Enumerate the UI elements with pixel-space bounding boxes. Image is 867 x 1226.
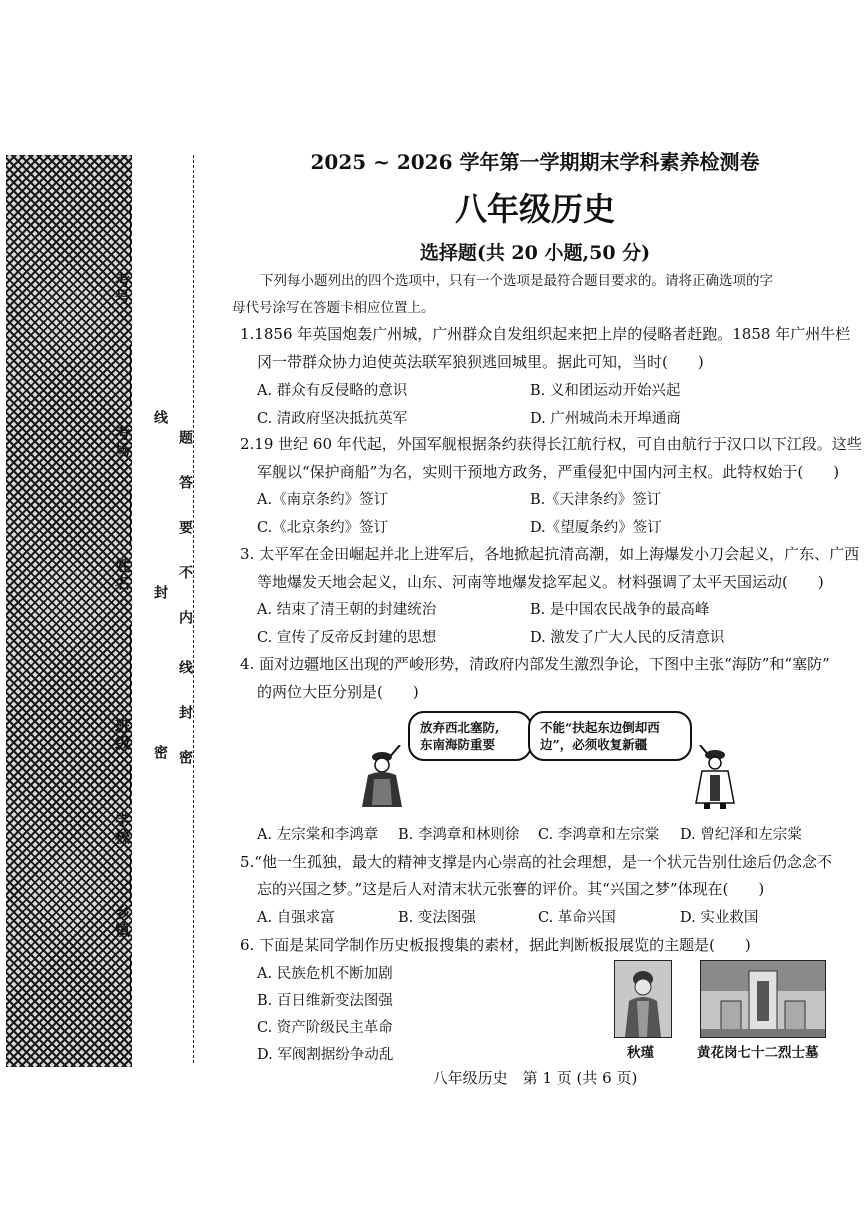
question-5-line: 5.“他一生孤独，最大的精神支撑是内心崇高的社会理想，是一个状元告别仕途后仍念念不 (240, 853, 832, 871)
photo-caption-tomb: 黄花岗七十二烈士墓 (697, 1045, 819, 1061)
field-blank-school (130, 765, 131, 805)
seal-word: 答 (177, 475, 193, 489)
section-title: 选择题(共 20 小题,50 分) (419, 242, 651, 264)
field-blank-township-2 (130, 955, 131, 1000)
question-6-option-a: A. 民族危机不断加剧 (257, 966, 393, 982)
seal-cut-line (193, 155, 194, 1063)
question-1-option-d: D. 广州城尚未开埠通商 (530, 411, 681, 427)
field-blank-name (130, 490, 131, 545)
exam-title: 2025 ~ 2026 学年第一学期期末学科素养检测卷 (310, 150, 760, 174)
question-1-option-b: B. 义和团运动开始兴起 (530, 383, 681, 399)
bubble-line: 边”，必须收复新疆 (540, 737, 648, 752)
seal-word: 内 (177, 610, 193, 624)
field-blank-exam-room (130, 345, 131, 405)
instructions (232, 268, 837, 322)
bubble-line: 东南海防重要 (420, 737, 496, 752)
seal-word: 密 (152, 745, 168, 759)
question-2-line: 2.19 世纪 60 年代起，外国军舰根据条约获得长江航行权，可自由航行于汉口以下江段。这些 (240, 435, 862, 453)
field-label-school: 学校 (113, 812, 131, 846)
question-6-option-c: C. 资产阶级民主革命 (257, 1020, 393, 1036)
question-1-line: 冈一带群众协力迫使英法联军狼狈逃回城里。据此可知，当时( ) (257, 353, 704, 371)
field-label-exam-number: 考号 (113, 272, 131, 306)
field-label-class: 班级 (113, 718, 131, 752)
question-3-option-c: C. 宣传了反帝反封建的思想 (257, 630, 437, 646)
question-5-option-d: D. 实业救国 (680, 910, 759, 926)
speech-bubble-right (528, 711, 692, 761)
question-4-option-a: A. 左宗棠和李鸿章 (257, 827, 379, 843)
question-2-option-c: C.《北京条约》签订 (257, 520, 389, 536)
bubble-line: 放弃西北塞防, (420, 720, 500, 735)
question-4-option-d: D. 曾纪泽和左宗棠 (680, 827, 802, 843)
question-2-option-b: B.《天津条约》签订 (530, 492, 662, 508)
field-label-exam-room: 考场 (113, 425, 131, 459)
question-5-option-a: A. 自强求富 (257, 910, 335, 926)
question-6-option-d: D. 军阀割据纷争动乱 (257, 1047, 394, 1063)
page-footer: 八年级历史 第 1 页 (共 6 页) (432, 1069, 638, 1087)
question-4-option-c: C. 李鸿章和左宗棠 (538, 827, 660, 843)
question-3-option-a: A. 结束了清王朝的封建统治 (257, 602, 437, 618)
official-right-illustration (690, 745, 740, 810)
seal-word: 封 (152, 585, 168, 599)
instruction-line: 母代号涂写在答题卡相应位置上。 (232, 300, 435, 316)
question-3-option-d: D. 激发了广大人民的反清意识 (530, 630, 725, 646)
field-blank-exam-number (130, 205, 131, 260)
question-5-option-c: C. 革命兴国 (538, 910, 616, 926)
official-left-illustration (360, 745, 430, 810)
question-6-option-b: B. 百日维新变法图强 (257, 993, 393, 1009)
field-blank-class (130, 625, 131, 705)
field-label-township: 乡镇 (113, 905, 131, 939)
instruction-line: 下列每小题列出的四个选项中，只有一个选项是最符合题目要求的。请将正确选项的字 (260, 273, 773, 289)
question-3-option-b: B. 是中国农民战争的最高峰 (530, 602, 710, 618)
seal-word: 要 (177, 520, 193, 534)
qiu-jin-portrait-image (614, 960, 672, 1038)
question-4-line: 的两位大臣分别是( ) (257, 683, 419, 701)
question-3-line: 等地爆发天地会起义，山东、河南等地爆发捻军起义。材料强调了太平天国运动( ) (257, 573, 824, 591)
huanghuagang-tomb-image (700, 960, 826, 1038)
question-5-option-b: B. 变法图强 (398, 910, 476, 926)
seal-word: 封 (177, 705, 193, 719)
bubble-line: 不能“扶起东边倒却西 (540, 720, 660, 735)
question-1-line: 1.1856 年英国炮轰广州城，广州群众自发组织起来把上岸的侵略者赶跑。1858 年广州牛栏 (240, 325, 851, 343)
question-1-option-a: A. 群众有反侵略的意识 (257, 383, 408, 399)
subject-title: 八年级历史 (454, 190, 615, 228)
question-3-line: 3. 太平军在金田崛起并北上进军后，各地掀起抗清高潮，如上海爆发小刀会起义，广东、广西 (240, 545, 860, 563)
field-blank-township (130, 855, 131, 900)
question-5-line: 忘的兴国之梦。”这是后人对清末状元张謇的评价。其“兴国之梦”体现在( ) (257, 880, 765, 898)
seal-word: 题 (177, 430, 193, 444)
seal-word: 线 (152, 410, 168, 424)
field-label-name: 姓名 (113, 558, 131, 592)
question-4-line: 4. 面对边疆地区出现的严峻形势，清政府内部发生激烈争论，下图中主张“海防”和“塞防” (240, 655, 830, 673)
question-6-line: 6. 下面是某同学制作历史板报搜集的素材，据此判断板报展览的主题是( ) (240, 936, 751, 954)
photo-caption-qiu-jin: 秋瑾 (627, 1045, 654, 1061)
question-2-option-a: A.《南京条约》签订 (257, 492, 389, 508)
question-2-line: 军舰以“保护商船”为名，实则干预地方政务，严重侵犯中国内河主权。此特权始于( ) (257, 463, 840, 481)
question-4-option-b: B. 李鸿章和林则徐 (398, 827, 520, 843)
seal-word: 不 (177, 565, 193, 579)
question-1-option-c: C. 清政府坚决抵抗英军 (257, 411, 408, 427)
question-2-option-d: D.《望厦条约》签订 (530, 520, 662, 536)
seal-word: 密 (177, 750, 193, 764)
seal-word: 线 (177, 660, 193, 674)
